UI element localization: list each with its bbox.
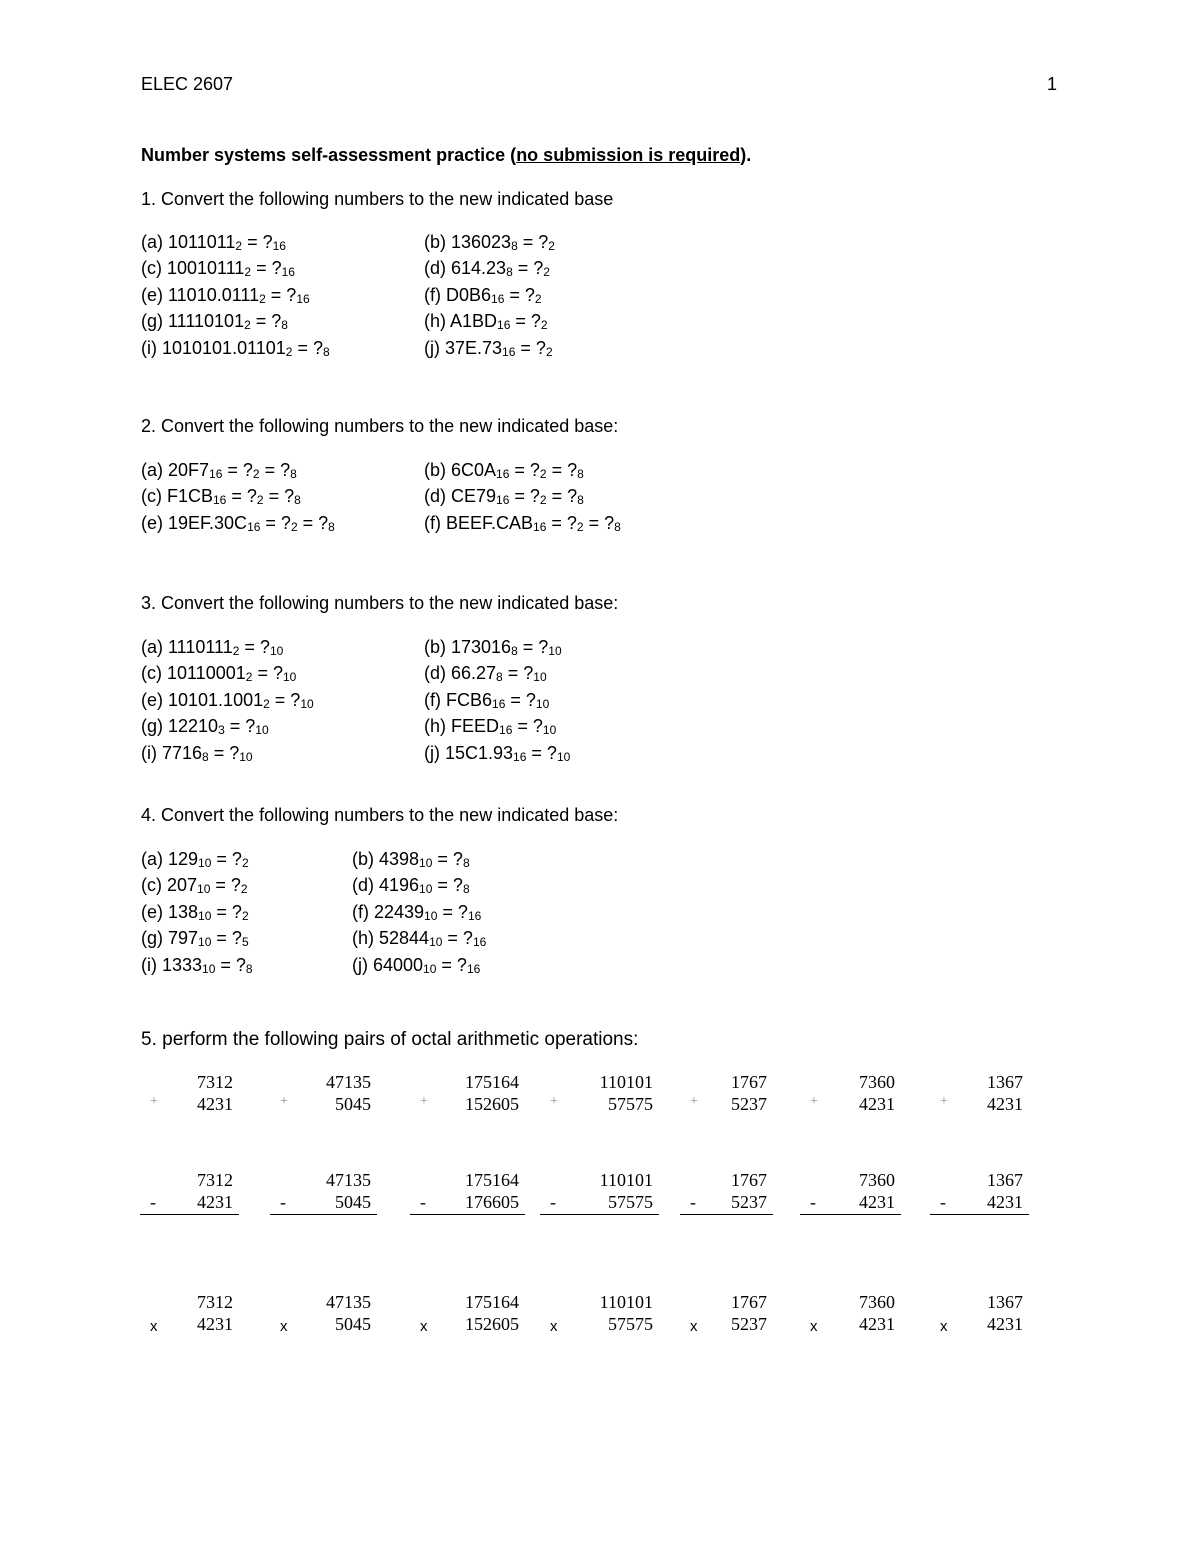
operator-sign: x [280,1318,288,1335]
operator-sign: - [280,1192,286,1212]
operator-sign: - [420,1192,426,1212]
source-base: 8 [496,670,503,685]
source-base: 2 [263,696,270,711]
target-base: 2 [548,239,555,253]
problem-item [424,716,556,737]
target-base: 2 [256,493,264,508]
result-line [410,1214,525,1215]
problem-number: (a) 1011011 [141,232,236,252]
operand-bottom: 4231 [987,1314,1023,1334]
subtraction-problem [420,1170,519,1218]
target-base: 2 [252,467,260,481]
problem-number: (j) 15C1.93 [424,742,514,763]
operand-bottom: 57575 [608,1192,653,1212]
source-base: 3 [218,723,225,738]
source-base: 8 [202,749,209,764]
equals: = ? [442,928,473,949]
operator-sign: x [420,1318,428,1335]
problem-item [141,637,283,658]
problem-number: (g) 797 [141,928,199,949]
multiplication-problem [810,1292,895,1340]
q3-heading: 3. Convert the following numbers to the new indicated base: [141,593,619,613]
target-base: 10 [535,696,550,711]
problem-number: (f) D0B6 [424,284,492,305]
multiplication-problem [550,1292,653,1340]
subtraction-problem [810,1170,895,1218]
equals: = ? [504,284,535,305]
operand-top: 1767 [731,1292,767,1312]
operator-sign: + [150,1094,158,1109]
source-base: 16 [499,723,513,738]
q5-heading: 5. perform the following pairs of octal arithmetic operations: [141,1029,639,1050]
source-base: 10 [429,935,443,950]
target-base: 10 [255,723,269,738]
multiplication-problem [280,1292,371,1340]
title-start: Number systems self-assessment practice ( [141,145,517,165]
target-base: 10 [542,723,557,738]
target-base: 16 [281,265,295,280]
operand-top: 110101 [599,1292,653,1312]
equals: = ? [512,716,543,737]
equals: = ? [252,663,283,684]
source-base: 10 [419,882,433,897]
problem-number: (e) 11010.0111 [141,284,260,305]
operand-top: 7360 [859,1072,895,1092]
operator-sign: - [810,1192,816,1212]
equals: = ? [510,311,541,332]
addition-problem [550,1072,653,1120]
source-base: 8 [506,265,513,280]
target-base: 16 [296,291,310,306]
problem-number: (i) 1333 [141,954,203,975]
equals: = ? [263,486,295,507]
page-number: 1 [1047,74,1058,94]
problem-item [141,486,301,507]
source-base: 8 [511,644,518,658]
problem-number: (h) A1BD [424,311,498,332]
page-title [141,145,751,166]
source-base: 16 [533,519,547,534]
source-base: 2 [245,670,253,685]
target-base: 8 [462,882,470,897]
problem-item [424,513,621,534]
source-base: 16 [491,291,505,306]
problem-item [141,849,249,870]
problem-item [141,338,330,359]
operand-bottom: 5237 [731,1192,767,1212]
operand-top: 47135 [326,1170,371,1190]
result-line [680,1214,773,1215]
equals: = ? [208,742,240,763]
source-base: 16 [492,696,506,711]
addition-problem [690,1072,767,1120]
equals: = ? [509,486,540,507]
source-base: 2 [244,265,252,280]
course-code: ELEC 2607 [141,74,234,94]
problem-number: (e) 19EF.30C [141,512,248,533]
problem-number: (d) 4196 [352,875,420,896]
problem-number: (c) 207 [141,875,198,896]
multiplication-problem [420,1292,519,1340]
target-base: 2 [543,265,550,280]
result-line [540,1214,659,1215]
target-base: 2 [539,467,547,481]
equals: = ? [546,512,577,533]
q1-heading: 1. Convert the following numbers to the new indicated base [141,189,614,209]
operator-sign: - [940,1192,946,1212]
equals: = ? [211,928,242,949]
equals: = ? [239,637,270,657]
problem-number: (a) 20F7 [141,460,210,480]
operand-bottom: 4231 [197,1094,233,1114]
equals: = ? [242,232,273,252]
source-base: 2 [244,318,251,333]
source-base: 10 [419,856,433,870]
operand-bottom: 5045 [335,1094,371,1114]
problem-item [141,460,297,481]
problem-item [141,513,335,534]
problem-number: (f) FCB6 [424,689,493,710]
problem-number: (i) 1010101.01101 [141,337,286,358]
addition-problem [420,1072,519,1120]
source-base: 2 [235,239,243,253]
operand-top: 175164 [465,1292,519,1312]
problem-item [141,743,253,764]
equals: = ? [251,258,282,279]
operand-bottom: 4231 [987,1192,1023,1212]
problem-item [424,460,584,481]
equals: = ? [436,954,467,975]
subtraction-problem [550,1170,653,1218]
target-base: 2 [290,519,298,534]
problem-item [424,690,549,711]
operand-top: 110101 [599,1170,653,1190]
source-base: 2 [285,344,293,359]
operand-bottom: 5045 [335,1192,371,1212]
q4-heading: 4. Convert the following numbers to the new indicated base: [141,805,619,825]
problem-number: (c) 10110001 [141,663,246,684]
operator-sign: + [280,1094,288,1109]
operand-top: 1767 [731,1170,767,1190]
operand-bottom: 57575 [608,1094,653,1114]
equals: = ? [226,486,257,507]
source-base: 16 [247,519,261,534]
problem-number: (d) 614.23 [424,258,507,279]
problem-item [141,285,310,306]
operand-top: 7312 [197,1170,233,1190]
target-base: 2 [576,519,584,534]
target-base: 16 [467,908,482,923]
problem-item [424,258,550,279]
equals: = ? [265,284,297,305]
operator-sign: + [810,1094,818,1109]
problem-item [141,663,296,684]
problem-number: (f) BEEF.CAB [424,512,534,533]
source-base: 16 [513,749,527,764]
problem-number: (g) 12210 [141,716,219,737]
subtraction-problem [690,1170,767,1218]
operand-top: 175164 [465,1170,519,1190]
problem-number: (c) F1CB [141,486,213,507]
target-base: 8 [245,961,253,976]
operand-bottom: 152605 [465,1094,519,1114]
operator-sign: x [940,1318,948,1335]
addition-problem [150,1072,233,1120]
equals: = ? [250,311,282,332]
problem-number: (c) 10010111 [141,258,245,279]
operand-top: 110101 [599,1072,653,1092]
target-base: 8 [614,519,621,534]
target-base: 10 [269,644,284,658]
source-base: 10 [202,961,216,976]
operator-sign: x [150,1318,158,1335]
subtraction-problem [280,1170,371,1218]
operand-bottom: 4231 [859,1094,895,1114]
problem-number: (d) CE79 [424,486,497,507]
equals: = ? [224,716,256,737]
source-base: 16 [497,318,511,333]
target-base: 2 [534,291,542,306]
problem-number: (h) FEED [424,716,500,737]
source-base: 8 [511,239,518,253]
problem-number: (f) 22439 [352,901,425,922]
target-base: 16 [466,961,481,976]
equals: = ? [509,460,540,480]
operand-top: 1367 [987,1072,1023,1092]
operand-bottom: 5045 [335,1314,371,1334]
operand-bottom: 4231 [197,1192,233,1212]
operand-bottom: 4231 [987,1094,1023,1114]
operand-top: 1367 [987,1292,1023,1312]
source-base: 10 [198,908,212,923]
target-base: 2 [240,882,248,897]
subtraction-problem [150,1170,233,1218]
operand-bottom: 176605 [465,1192,519,1212]
problem-item [141,311,288,332]
equals: = ? [259,460,291,480]
operator-sign: - [150,1192,156,1212]
equals: = ? [297,512,329,533]
equals: = ? [269,689,301,710]
equals: = ? [211,849,242,869]
operator-sign: + [550,1094,558,1109]
source-base: 10 [198,935,212,950]
problem-number: (i) 7716 [141,742,203,763]
problem-number: (g) 11110101 [141,311,245,332]
source-base: 2 [259,291,266,306]
target-base: 2 [540,318,548,333]
problem-item [424,743,570,764]
problem-item [141,232,286,253]
problem-item [141,902,249,923]
operand-bottom: 4231 [859,1192,895,1212]
equals: = ? [260,512,291,533]
problem-item [424,232,555,253]
problem-item [141,258,295,279]
equals: = ? [432,875,463,896]
operand-top: 47135 [326,1072,371,1092]
operand-top: 7312 [197,1292,233,1312]
source-base: 16 [502,344,516,359]
target-base: 5 [241,935,249,950]
target-base: 8 [462,856,470,870]
source-base: 10 [424,908,438,923]
target-base: 8 [323,344,330,359]
target-base: 2 [539,493,547,508]
subtraction-problem [940,1170,1023,1218]
problem-item [424,663,547,684]
equals: = ? [215,954,246,975]
problem-number: (b) 136023 [424,232,512,252]
operand-bottom: 5237 [731,1094,767,1114]
equals: = ? [526,742,557,763]
equals: = ? [515,337,546,358]
operand-top: 1367 [987,1170,1023,1190]
equals: = ? [222,460,253,480]
result-line [270,1214,377,1215]
operand-bottom: 4231 [859,1314,895,1334]
target-base: 10 [300,696,314,711]
result-line [930,1214,1029,1215]
target-base: 10 [548,644,562,658]
source-base: 16 [496,467,510,481]
problem-item [424,311,548,332]
equals: = ? [546,460,578,480]
target-base: 2 [241,856,249,870]
operand-bottom: 57575 [608,1314,653,1334]
problem-item [352,849,470,870]
problem-item [141,690,314,711]
operator-sign: + [420,1094,428,1109]
operator-sign: - [550,1192,556,1212]
addition-problem [810,1072,895,1120]
equals: = ? [583,512,615,533]
multiplication-problem [940,1292,1023,1340]
operand-top: 7360 [859,1292,895,1312]
equals: = ? [432,849,463,869]
equals: = ? [517,232,549,252]
problem-number: (j) 64000 [352,954,424,975]
operator-sign: - [690,1192,696,1212]
operator-sign: x [550,1318,558,1335]
problem-item [141,716,269,737]
operator-sign: + [690,1094,698,1109]
target-base: 8 [577,467,584,481]
operand-top: 7312 [197,1072,233,1092]
equals: = ? [512,258,544,279]
target-base: 16 [472,935,487,950]
operand-bottom: 4231 [197,1314,233,1334]
problem-number: (d) 66.27 [424,663,497,684]
problem-number: (j) 37E.73 [424,337,503,358]
target-base: 8 [328,519,335,534]
problem-number: (h) 52844 [352,928,430,949]
target-base: 10 [282,670,297,685]
problem-item [352,902,481,923]
target-base: 2 [545,344,553,359]
title-end: ). [740,145,752,165]
target-base: 10 [556,749,571,764]
target-base: 10 [239,749,253,764]
multiplication-problem [690,1292,767,1340]
operand-top: 1767 [731,1072,767,1092]
source-base: 10 [197,882,211,897]
title-underlined: no submission is required [516,145,741,165]
problem-number: (e) 138 [141,901,199,922]
result-line [800,1214,901,1215]
problem-number: (b) 4398 [352,849,420,869]
target-base: 2 [241,908,249,923]
operand-bottom: 152605 [465,1314,519,1334]
problem-number: (a) 129 [141,849,199,869]
target-base: 8 [290,467,297,481]
operator-sign: + [940,1094,948,1109]
problem-item [141,955,253,976]
equals: = ? [211,901,242,922]
problem-item [424,637,562,658]
problem-item [352,875,470,896]
operator-sign: x [690,1318,698,1335]
operator-sign: x [810,1318,818,1335]
problem-item [424,285,542,306]
addition-problem [940,1072,1023,1120]
source-base: 16 [496,493,510,508]
source-base: 16 [213,493,227,508]
problem-number: (b) 173016 [424,637,512,657]
operand-top: 175164 [465,1072,519,1092]
source-base: 10 [423,961,437,976]
source-base: 16 [209,467,223,481]
problem-number: (a) 1110111 [141,637,233,657]
target-base: 8 [294,493,301,508]
problem-item [352,955,480,976]
result-line [140,1214,239,1215]
target-base: 8 [577,493,584,508]
problem-item [352,928,486,949]
target-base: 16 [272,239,286,253]
target-base: 10 [533,670,547,685]
equals: = ? [437,901,468,922]
operand-top: 7360 [859,1170,895,1190]
problem-number: (e) 10101.1001 [141,689,264,710]
equals: = ? [546,486,578,507]
target-base: 8 [281,318,288,333]
equals: = ? [505,689,536,710]
multiplication-problem [150,1292,233,1340]
problem-number: (b) 6C0A [424,460,497,480]
source-base: 2 [232,644,240,658]
problem-item [141,928,249,949]
equals: = ? [502,663,534,684]
addition-problem [280,1072,371,1120]
problem-item [424,486,584,507]
problem-item [141,875,248,896]
equals: = ? [210,875,241,896]
operand-bottom: 5237 [731,1314,767,1334]
q2-heading: 2. Convert the following numbers to the new indicated base: [141,416,619,436]
source-base: 10 [198,856,212,870]
operand-top: 47135 [326,1292,371,1312]
equals: = ? [292,337,324,358]
equals: = ? [517,637,549,657]
problem-item [424,338,553,359]
